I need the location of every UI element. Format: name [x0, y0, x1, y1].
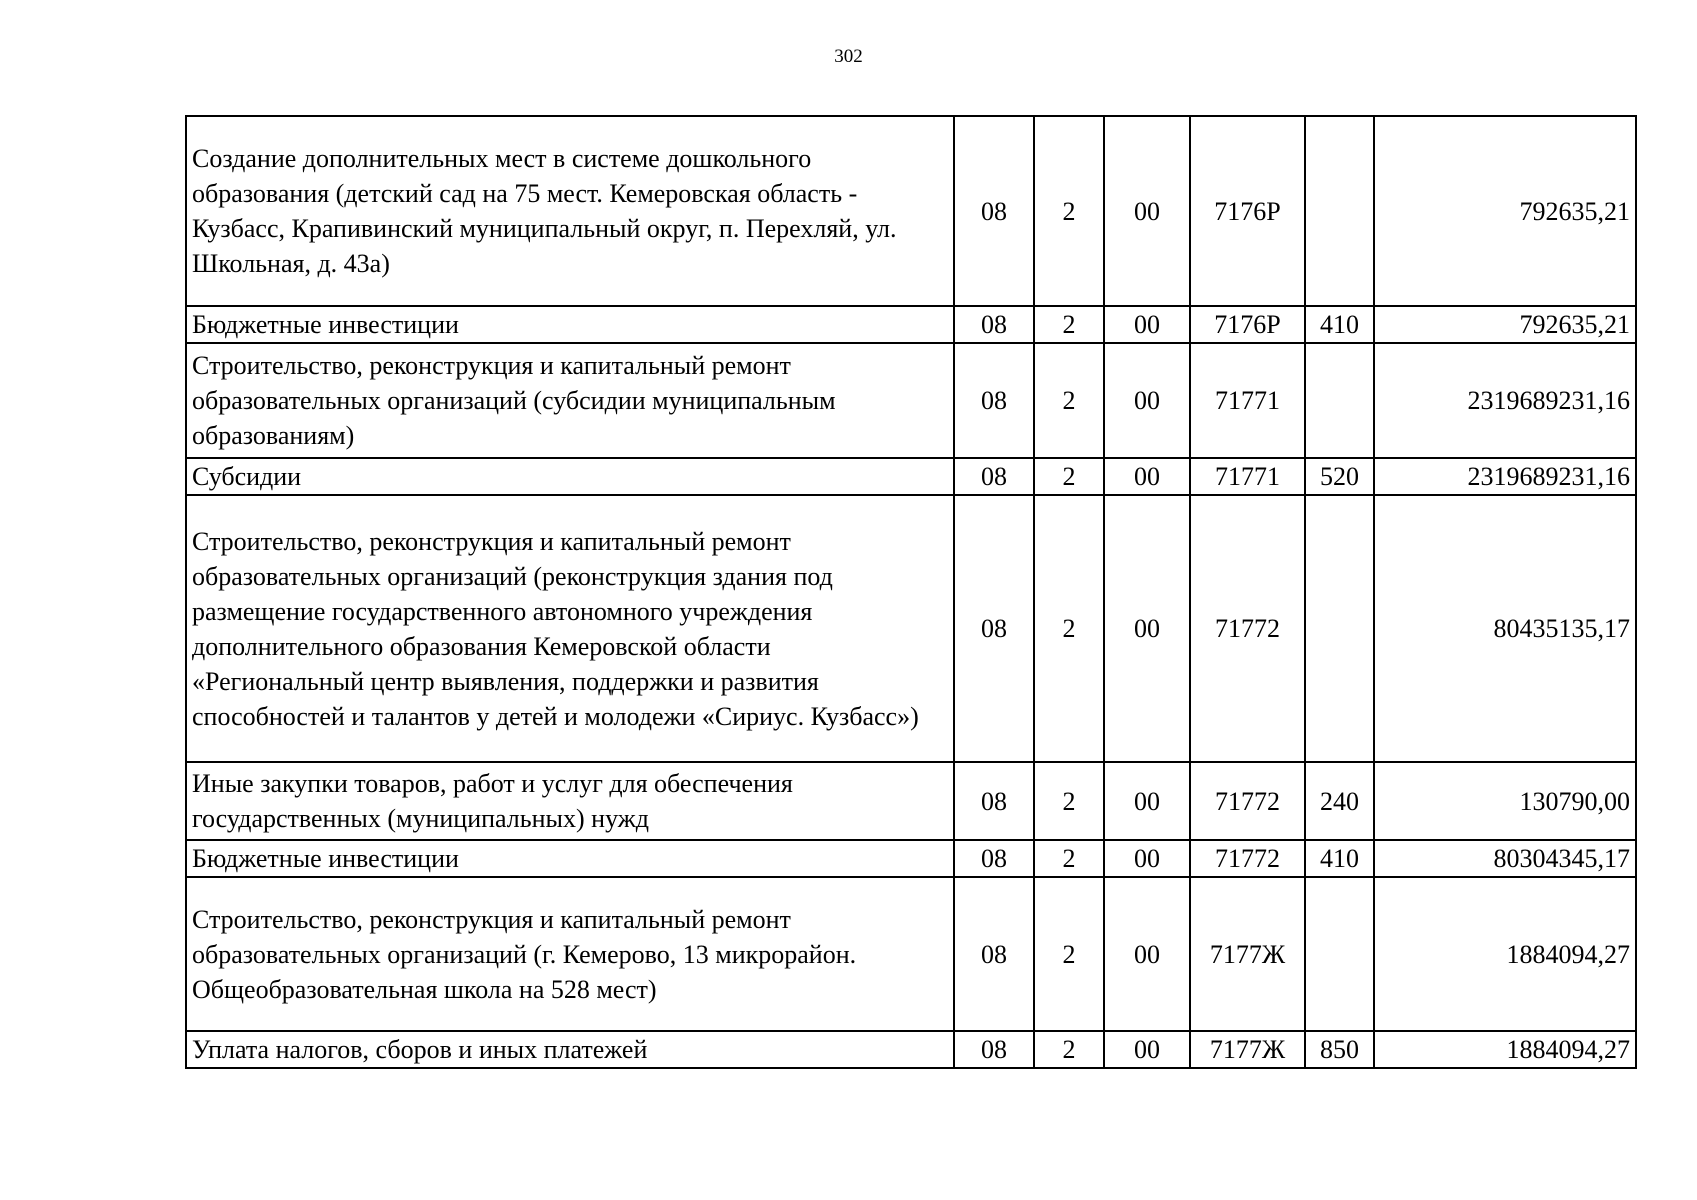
table-row — [186, 343, 1636, 458]
program-code: 00 — [1104, 343, 1190, 458]
section-code: 08 — [954, 116, 1034, 306]
row-name: Создание дополнительных мест в системе дошкольного образования (детский сад на 75 мест. Кемеровская область - Кузбасс, Крапивинский муниципальный округ, п. Перехляй, ул. Школьная, д. 43а) — [186, 116, 954, 306]
direction-code: 71771 — [1190, 343, 1305, 458]
table-row — [186, 116, 1636, 306]
section-code: 08 — [954, 840, 1034, 877]
amount: 130790,00 — [1374, 762, 1636, 840]
table-row — [186, 495, 1636, 762]
table-row — [186, 306, 1636, 343]
direction-code: 7176Р — [1190, 306, 1305, 343]
program-code: 00 — [1104, 1031, 1190, 1068]
program-code: 00 — [1104, 762, 1190, 840]
subsection-code: 2 — [1034, 306, 1104, 343]
section-code: 08 — [954, 306, 1034, 343]
program-code: 00 — [1104, 306, 1190, 343]
table-row — [186, 877, 1636, 1031]
program-code: 00 — [1104, 458, 1190, 495]
subsection-code: 2 — [1034, 877, 1104, 1031]
expense-type-code: 520 — [1305, 458, 1374, 495]
expense-type-code — [1305, 343, 1374, 458]
amount: 792635,21 — [1374, 306, 1636, 343]
expense-type-code — [1305, 495, 1374, 762]
direction-code: 71772 — [1190, 840, 1305, 877]
row-name: Строительство, реконструкция и капитальный ремонт образовательных организаций (субсидии муниципальным образованиям) — [186, 343, 954, 458]
direction-code: 7177Ж — [1190, 877, 1305, 1031]
expense-type-code — [1305, 116, 1374, 306]
section-code: 08 — [954, 762, 1034, 840]
subsection-code: 2 — [1034, 343, 1104, 458]
row-name: Строительство, реконструкция и капитальный ремонт образовательных организаций (реконструкция здания под размещение государственного автономного учреждения дополнительного образования Кемеровской области «Региональный центр выявления, поддержки и развития способностей и талантов у детей и молодежи «Сириус. Кузбасс») — [186, 495, 954, 762]
section-code: 08 — [954, 343, 1034, 458]
section-code: 08 — [954, 877, 1034, 1031]
row-name: Бюджетные инвестиции — [186, 840, 954, 877]
program-code: 00 — [1104, 840, 1190, 877]
budget-table — [185, 115, 1637, 1069]
row-name: Строительство, реконструкция и капитальный ремонт образовательных организаций (г. Кемерово, 13 микрорайон. Общеобразовательная школа на 528 мест) — [186, 877, 954, 1031]
subsection-code: 2 — [1034, 1031, 1104, 1068]
amount: 80435135,17 — [1374, 495, 1636, 762]
row-name: Иные закупки товаров, работ и услуг для обеспечения государственных (муниципальных) нужд — [186, 762, 954, 840]
subsection-code: 2 — [1034, 116, 1104, 306]
table-row — [186, 762, 1636, 840]
row-name: Уплата налогов, сборов и иных платежей — [186, 1031, 954, 1068]
row-name: Бюджетные инвестиции — [186, 306, 954, 343]
row-name: Субсидии — [186, 458, 954, 495]
table-row — [186, 840, 1636, 877]
direction-code: 7177Ж — [1190, 1031, 1305, 1068]
direction-code: 7176Р — [1190, 116, 1305, 306]
expense-type-code: 410 — [1305, 306, 1374, 343]
subsection-code: 2 — [1034, 458, 1104, 495]
subsection-code: 2 — [1034, 495, 1104, 762]
table-row — [186, 458, 1636, 495]
direction-code: 71771 — [1190, 458, 1305, 495]
expense-type-code: 410 — [1305, 840, 1374, 877]
amount: 80304345,17 — [1374, 840, 1636, 877]
subsection-code: 2 — [1034, 762, 1104, 840]
program-code: 00 — [1104, 116, 1190, 306]
subsection-code: 2 — [1034, 840, 1104, 877]
section-code: 08 — [954, 1031, 1034, 1068]
page-number: 302 — [834, 46, 863, 67]
amount: 1884094,27 — [1374, 1031, 1636, 1068]
table-row — [186, 1031, 1636, 1068]
amount: 2319689231,16 — [1374, 458, 1636, 495]
amount: 2319689231,16 — [1374, 343, 1636, 458]
amount: 792635,21 — [1374, 116, 1636, 306]
expense-type-code — [1305, 877, 1374, 1031]
direction-code: 71772 — [1190, 762, 1305, 840]
amount: 1884094,27 — [1374, 877, 1636, 1031]
program-code: 00 — [1104, 877, 1190, 1031]
program-code: 00 — [1104, 495, 1190, 762]
section-code: 08 — [954, 458, 1034, 495]
expense-type-code: 850 — [1305, 1031, 1374, 1068]
section-code: 08 — [954, 495, 1034, 762]
direction-code: 71772 — [1190, 495, 1305, 762]
expense-type-code: 240 — [1305, 762, 1374, 840]
